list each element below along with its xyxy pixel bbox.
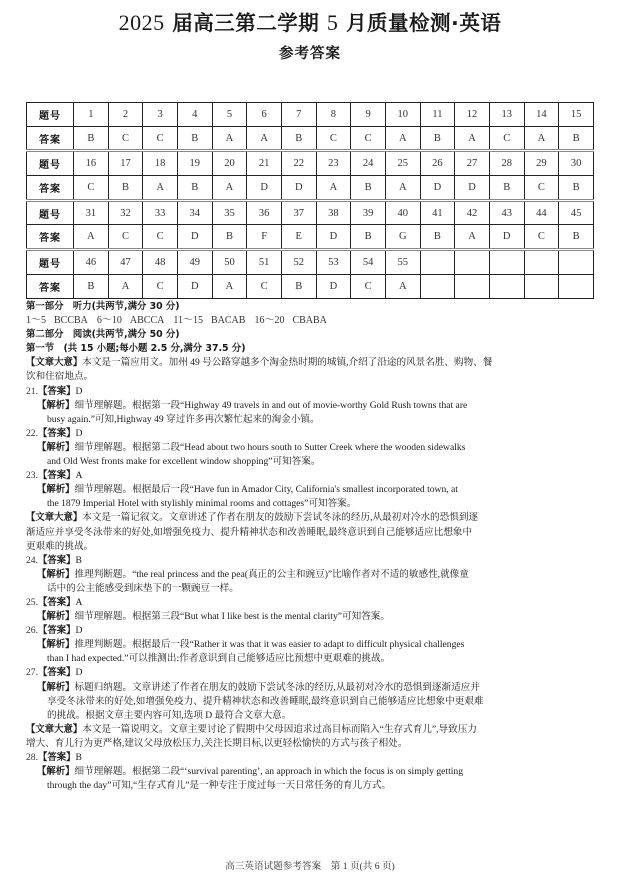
answer-tag: 【答案】 xyxy=(38,752,76,763)
answer-cell: D xyxy=(316,274,351,298)
analysis-text: 享受冬泳带来的好处,如增强免疫力、提升精神状态和改善睡眠,最终意识到自己能够适应比想象中更艰难 xyxy=(47,695,484,707)
answer-cell: B xyxy=(74,274,109,298)
analysis-text: the 1879 Imperial Hotel with stylishly minimal rooms and cottages”可知答案。 xyxy=(47,498,357,510)
question-number-cell: 30 xyxy=(559,151,594,176)
listening-answer-string: ABCCA xyxy=(129,315,165,327)
question-number-cell: 27 xyxy=(455,151,490,176)
summary-line xyxy=(26,511,594,525)
question-number-cell: 40 xyxy=(385,200,420,225)
answer-tag: 【答案】 xyxy=(38,427,76,439)
answer-cell: A xyxy=(212,176,247,201)
question-number-cell: 36 xyxy=(247,200,282,225)
title-month: 5 xyxy=(326,10,339,35)
question-number-cell: 39 xyxy=(351,200,386,225)
question-number-cell: 35 xyxy=(212,200,247,225)
question-number-cell: 48 xyxy=(143,250,178,275)
question-number: 24. xyxy=(26,554,38,566)
answer-cell: B xyxy=(177,176,212,201)
answer-cell: A xyxy=(212,126,247,151)
question-number: 25. xyxy=(26,596,38,608)
question-number-cell: 45 xyxy=(559,200,594,225)
question-number: 23. xyxy=(26,470,38,482)
answer-label-cell: 答案 xyxy=(27,274,74,298)
answer-line xyxy=(26,624,594,638)
answer-cell: A xyxy=(455,126,490,151)
question-number-cell: 49 xyxy=(177,250,212,275)
question-number-cell: 11 xyxy=(420,103,455,127)
question-number-cell: 14 xyxy=(524,103,559,127)
summary-line xyxy=(26,370,594,384)
summary-text: 饮和住宿地点。 xyxy=(26,371,94,383)
answer-cell: C xyxy=(143,274,178,298)
question-number: 28. xyxy=(26,752,38,763)
listening-group xyxy=(26,315,88,326)
answer-cell: A xyxy=(524,126,559,151)
listening-answer-string: CBABA xyxy=(292,315,327,327)
question-number-cell xyxy=(455,250,490,275)
summary-line xyxy=(26,540,594,554)
listening-group xyxy=(97,315,164,326)
question-number-cell: 19 xyxy=(177,151,212,176)
answer-cell: B xyxy=(351,225,386,250)
question-number-cell xyxy=(524,250,559,275)
answer-row xyxy=(27,176,594,201)
analysis-line xyxy=(26,638,594,652)
question-number-row xyxy=(27,151,594,176)
question-number-cell: 20 xyxy=(212,151,247,176)
answer-value: A xyxy=(75,470,83,482)
summary-text: 本文是一篇应用文。加州 49 号公路穿越多个淘金热时期的城镇,介绍了沿途的风景名胜、购物、餐 xyxy=(82,357,493,369)
analysis-text: 的挑战。根据文章主要内容可知,选项 D 最符合文章大意。 xyxy=(47,709,292,721)
analysis-text: 细节理解题。根据第二段“‘survival parenting’, an approach in which the focus is on simply getting xyxy=(74,766,463,778)
question-number-cell: 29 xyxy=(524,151,559,176)
answer-cell: B xyxy=(281,274,316,298)
listening-answer-string: BCCBA xyxy=(54,315,88,327)
answer-cell: C xyxy=(74,176,109,201)
answer-line xyxy=(26,751,594,765)
title-text-a: 届高三第二学期 xyxy=(172,11,320,35)
analysis-tag: 【解析】 xyxy=(37,611,75,623)
summary-tag: 【文章大意】 xyxy=(26,723,83,735)
summary-text: 本文是一篇说明文。文章主要讨论了假期中父母因追求过高目标而陷入“生存式育儿”,导致压力 xyxy=(82,723,477,735)
answer-cell: D xyxy=(247,176,282,201)
answer-value: B xyxy=(75,752,82,763)
question-number-cell: 8 xyxy=(316,103,351,127)
document-subtitle: 参考答案 xyxy=(279,46,341,62)
answer-cell: B xyxy=(212,225,247,250)
answer-cell: C xyxy=(143,225,178,250)
question-number-cell: 47 xyxy=(108,250,143,275)
answer-cell: C xyxy=(316,126,351,151)
document-title xyxy=(0,10,620,36)
answer-value: D xyxy=(75,667,83,679)
answer-cell: C xyxy=(108,225,143,250)
answer-cell: B xyxy=(420,225,455,250)
listening-answers xyxy=(26,314,594,328)
answer-tag: 【答案】 xyxy=(38,385,76,397)
question-number-cell: 4 xyxy=(177,103,212,127)
analysis-tag: 【解析】 xyxy=(37,639,75,651)
listening-range: 1～5 xyxy=(26,315,46,327)
answer-cell: B xyxy=(559,126,594,151)
passage-block xyxy=(26,723,594,793)
question-label-cell: 题号 xyxy=(27,103,74,127)
answer-cell: C xyxy=(489,126,524,151)
answer-explanations xyxy=(26,300,594,793)
answer-line xyxy=(26,596,594,610)
question-number-cell: 37 xyxy=(281,200,316,225)
analysis-line xyxy=(26,765,594,779)
answer-tag: 【答案】 xyxy=(38,625,76,637)
answer-cell: C xyxy=(524,176,559,201)
answer-cell: F xyxy=(247,225,282,250)
question-number-cell: 55 xyxy=(385,250,420,275)
answer-cell: C xyxy=(247,274,282,298)
analysis-tag: 【解析】 xyxy=(37,568,75,580)
question-number-cell xyxy=(559,250,594,275)
answer-cell: D xyxy=(420,176,455,201)
analysis-text: busy again.”可知,Highway 49 穿过许多再次繁忙起来的淘金小镇。 xyxy=(47,413,320,425)
analysis-text: 标题归纳题。文章讲述了作者在朋友的鼓励下尝试冬泳的经历,从最初对冷水的恐惧到逐渐适应并 xyxy=(74,681,480,693)
question-number-cell: 34 xyxy=(177,200,212,225)
summary-text: 更艰难的挑战。 xyxy=(26,540,94,552)
passages xyxy=(26,356,594,793)
analysis-line xyxy=(26,610,594,624)
question-number-cell: 54 xyxy=(351,250,386,275)
answer-cell: A xyxy=(143,176,178,201)
analysis-line xyxy=(26,709,594,723)
question-number-cell: 44 xyxy=(524,200,559,225)
answer-line xyxy=(26,666,594,680)
listening-range: 16～20 xyxy=(254,315,285,327)
question-number: 21. xyxy=(26,385,38,397)
answer-tag: 【答案】 xyxy=(38,667,76,679)
answer-cell: B xyxy=(281,126,316,151)
answer-cell: B xyxy=(559,225,594,250)
question-number-cell: 28 xyxy=(489,151,524,176)
question-number-cell: 21 xyxy=(247,151,282,176)
answer-cell: C xyxy=(143,126,178,151)
question-number-cell: 53 xyxy=(316,250,351,275)
answer-cell xyxy=(559,274,594,298)
answer-cell: D xyxy=(177,274,212,298)
answer-cell: C xyxy=(524,225,559,250)
analysis-line xyxy=(26,483,594,497)
answer-cell: D xyxy=(489,225,524,250)
analysis-text: and Old West fronts make for excellent window shopping”可知答案。 xyxy=(47,456,321,468)
question-number-cell: 24 xyxy=(351,151,386,176)
question-label-cell: 题号 xyxy=(27,151,74,176)
question-number-cell: 38 xyxy=(316,200,351,225)
question-number-cell: 46 xyxy=(74,250,109,275)
question-number-row xyxy=(27,200,594,225)
question-number-cell: 33 xyxy=(143,200,178,225)
question-number-cell xyxy=(489,250,524,275)
question-number-cell: 6 xyxy=(247,103,282,127)
question-number: 27. xyxy=(26,667,38,679)
analysis-line xyxy=(26,652,594,666)
question-number-cell: 25 xyxy=(385,151,420,176)
analysis-line xyxy=(26,582,594,596)
answer-cell: D xyxy=(316,225,351,250)
question-number-cell: 13 xyxy=(489,103,524,127)
answer-cell: D xyxy=(455,176,490,201)
answer-cell xyxy=(420,274,455,298)
answer-cell: C xyxy=(108,126,143,151)
listening-group xyxy=(173,315,245,326)
question-number-cell: 2 xyxy=(108,103,143,127)
analysis-line xyxy=(26,399,594,413)
analysis-line xyxy=(26,681,594,695)
answer-tag: 【答案】 xyxy=(38,470,76,482)
summary-line xyxy=(26,723,594,737)
answer-value: D xyxy=(75,625,83,637)
answer-cell: A xyxy=(385,274,420,298)
question-number-cell: 42 xyxy=(455,200,490,225)
answer-cell: A xyxy=(74,225,109,250)
question-number-cell: 22 xyxy=(281,151,316,176)
page-footer: 高三英语试题参考答案 第 1 页(共 6 页) xyxy=(225,861,395,872)
answer-value: D xyxy=(75,385,83,397)
analysis-line xyxy=(26,497,594,511)
question-label-cell: 题号 xyxy=(27,250,74,275)
analysis-line xyxy=(26,413,594,427)
analysis-line xyxy=(26,441,594,455)
answer-row xyxy=(27,274,594,298)
question-number-cell: 16 xyxy=(74,151,109,176)
question-number-cell: 50 xyxy=(212,250,247,275)
analysis-text: 推理判断题。根据最后一段“Rather it was that it was easier to adapt to difficult physical challenges xyxy=(74,639,465,651)
answer-cell: A xyxy=(316,176,351,201)
summary-tag: 【文章大意】 xyxy=(26,357,83,369)
question-number-cell: 41 xyxy=(420,200,455,225)
answer-line xyxy=(26,554,594,568)
question-label-cell: 题号 xyxy=(27,200,74,225)
summary-text: 渐适应并享受冬泳带来的好处,如增强免疫力、提升精神状态和改善睡眠,最终意识到自己能够适应比想象中 xyxy=(26,526,473,538)
analysis-line xyxy=(26,455,594,469)
answer-table xyxy=(26,102,594,299)
analysis-tag: 【解析】 xyxy=(37,399,75,411)
analysis-text: than I had expected.”可以推测出:作者意识到自己能够适应比预想中更艰难的挑战。 xyxy=(47,653,391,665)
answer-row xyxy=(27,225,594,250)
question-number-cell: 1 xyxy=(74,103,109,127)
answer-cell: A xyxy=(385,176,420,201)
analysis-tag: 【解析】 xyxy=(37,766,75,778)
analysis-tag: 【解析】 xyxy=(37,484,75,496)
analysis-text: 细节理解题。根据第二段“Head about two hours south to Sutter Creek where the wooden sidewalks xyxy=(74,441,466,453)
answer-label-cell: 答案 xyxy=(27,176,74,201)
listening-range: 11～15 xyxy=(173,315,203,327)
question-number-cell: 5 xyxy=(212,103,247,127)
answer-cell xyxy=(489,274,524,298)
analysis-text: 细节理解题。根据第一段“Highway 49 travels in and out of movie-worthy Gold Rush towns that are xyxy=(74,399,468,411)
analysis-line xyxy=(26,695,594,709)
answer-cell: B xyxy=(74,126,109,151)
answer-cell: A xyxy=(247,126,282,151)
analysis-line xyxy=(26,568,594,582)
analysis-text: 话中的公主能感受到床垫下的一颗豌豆一样。 xyxy=(47,582,239,594)
question-number-cell: 32 xyxy=(108,200,143,225)
answer-value: B xyxy=(75,554,82,566)
summary-line xyxy=(26,356,594,370)
question-number: 22. xyxy=(26,427,38,439)
summary-text: 增大、育儿行为更严格,建议父母放松压力,关注长期目标,以更轻松愉快的方式与孩子相处。 xyxy=(26,737,408,749)
question-number-cell: 52 xyxy=(281,250,316,275)
answer-cell: G xyxy=(385,225,420,250)
question-number-cell: 26 xyxy=(420,151,455,176)
section1-heading: 第一节 (共 15 小题;每小题 2.5 分,满分 37.5 分) xyxy=(26,343,246,355)
answer-line xyxy=(26,469,594,483)
answer-cell xyxy=(455,274,490,298)
answer-cell: A xyxy=(108,274,143,298)
answer-line xyxy=(26,385,594,399)
answer-cell: A xyxy=(385,126,420,151)
question-number-cell: 43 xyxy=(489,200,524,225)
answer-cell: D xyxy=(281,176,316,201)
part1-heading: 第一部分 听力(共两节,满分 30 分) xyxy=(26,301,180,312)
title-year: 2025 xyxy=(118,10,165,35)
answer-row xyxy=(27,126,594,151)
answer-cell: B xyxy=(108,176,143,201)
answer-line xyxy=(26,427,594,441)
question-number-cell: 31 xyxy=(74,200,109,225)
answer-value: A xyxy=(75,596,83,608)
summary-text: 本文是一篇记叙文。文章讲述了作者在朋友的鼓励下尝试冬泳的经历,从最初对冷水的恐惧到逐 xyxy=(82,512,479,524)
answer-label-cell: 答案 xyxy=(27,126,74,151)
listening-answer-string: BACAB xyxy=(211,315,246,327)
passage-block xyxy=(26,511,594,722)
part2-heading: 第二部分 阅读(共两节,满分 50 分) xyxy=(26,329,180,341)
answer-cell: A xyxy=(212,274,247,298)
question-number-row xyxy=(27,103,594,127)
question-number-cell: 17 xyxy=(108,151,143,176)
question-number-cell: 9 xyxy=(351,103,386,127)
answer-cell xyxy=(524,274,559,298)
answer-cell: E xyxy=(281,225,316,250)
answer-cell: B xyxy=(420,126,455,151)
answer-cell: D xyxy=(177,225,212,250)
answer-cell: B xyxy=(351,176,386,201)
question-number-row xyxy=(27,250,594,275)
analysis-text: 推理判断题。“the real princess and the pea(真正的公主和豌豆)”比喻作者对不适的敏感性,就像童 xyxy=(74,568,469,580)
question-number-cell: 3 xyxy=(143,103,178,127)
answer-cell: C xyxy=(351,126,386,151)
listening-range: 6～10 xyxy=(96,315,122,327)
analysis-text: 细节理解题。根据最后一段“Have fun in Amador City, California's smallest incorporated town, at xyxy=(74,484,458,496)
summary-line xyxy=(26,737,594,751)
analysis-tag: 【解析】 xyxy=(37,681,75,693)
summary-tag: 【文章大意】 xyxy=(26,512,83,524)
answer-cell: C xyxy=(351,274,386,298)
passage-block xyxy=(26,356,594,511)
answer-cell: B xyxy=(177,126,212,151)
answer-value: D xyxy=(75,427,83,439)
question-number-cell: 7 xyxy=(281,103,316,127)
listening-group xyxy=(254,315,326,326)
analysis-text: 细节理解题。根据第三段“But what I like best is the mental clarity”可知答案。 xyxy=(74,611,390,623)
summary-line xyxy=(26,526,594,540)
analysis-line xyxy=(26,779,594,793)
question-number-cell: 15 xyxy=(559,103,594,127)
question-number-cell: 23 xyxy=(316,151,351,176)
answer-tag: 【答案】 xyxy=(38,554,76,566)
analysis-text: through the day”可知,“生存式育儿”是一种专注于度过每一天日常任务的育儿方式。 xyxy=(47,780,392,792)
answer-cell: B xyxy=(489,176,524,201)
question-number-cell xyxy=(420,250,455,275)
title-text-b: 月质量检测·英语 xyxy=(346,11,502,35)
answer-label-cell: 答案 xyxy=(27,225,74,250)
analysis-tag: 【解析】 xyxy=(37,441,75,453)
answer-cell: B xyxy=(559,176,594,201)
question-number-cell: 10 xyxy=(385,103,420,127)
question-number-cell: 18 xyxy=(143,151,178,176)
question-number-cell: 51 xyxy=(247,250,282,275)
answer-cell: A xyxy=(455,225,490,250)
answer-tag: 【答案】 xyxy=(38,596,76,608)
question-number: 26. xyxy=(26,625,38,637)
question-number-cell: 12 xyxy=(455,103,490,127)
